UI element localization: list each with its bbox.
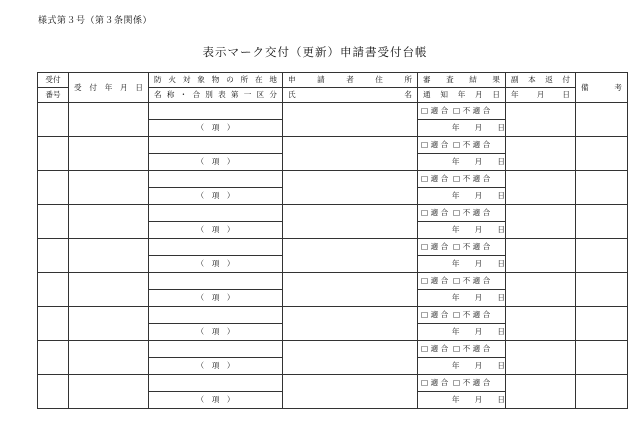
header-location-char: 称 <box>166 90 175 100</box>
header-location-char: 別 <box>205 90 213 100</box>
entry-row-top <box>38 205 628 222</box>
header-copy-return-char: 年 <box>511 90 519 100</box>
ledger-body <box>38 73 628 409</box>
header-receipt-date-char: 受 <box>74 82 82 92</box>
location-cell[interactable] <box>149 137 283 154</box>
header-receipt-no-2 <box>38 88 69 103</box>
header-review-char: 月 <box>475 90 483 100</box>
header-receipt-date-char: 日 <box>135 82 143 92</box>
header-review-char: 年 <box>457 90 466 100</box>
category-cell[interactable] <box>149 358 283 375</box>
header-copy-return-char: 本 <box>528 75 536 85</box>
receipt-no-cell[interactable] <box>38 307 69 341</box>
copy-return-cell[interactable] <box>506 341 576 375</box>
header-location-char: ・ <box>179 90 188 100</box>
header-remarks-char: 備 <box>581 82 589 92</box>
header-review-char: 知 <box>440 90 448 100</box>
header-location-char: 第 <box>230 90 239 100</box>
pass-checkbox[interactable]: □ 適 合 <box>421 106 449 116</box>
date-label: 年 月 日 <box>451 259 505 269</box>
review-result-cell <box>418 375 506 392</box>
receipt-date-cell[interactable] <box>69 375 149 409</box>
header-review-char: 査 <box>446 75 454 85</box>
pass-checkbox[interactable]: □ 適 合 <box>421 242 449 252</box>
notification-date-cell[interactable] <box>418 188 506 205</box>
document-title: 表示マーク交付（更新）申請書受付台帳 <box>202 45 428 59</box>
receipt-no-cell[interactable] <box>38 341 69 375</box>
receipt-no-cell[interactable] <box>38 239 69 273</box>
receipt-date-cell[interactable] <box>69 137 149 171</box>
ledger-table <box>37 72 628 409</box>
header-location-char: 表 <box>218 90 226 100</box>
copy-return-cell[interactable] <box>506 375 576 409</box>
header-review-line2 <box>418 88 506 103</box>
entry-row-top <box>38 375 628 392</box>
applicant-cell[interactable] <box>283 341 418 375</box>
form-number-label: 様式第３号（第３条関係） <box>38 16 153 26</box>
header-row-1 <box>38 73 628 88</box>
header-review-line1 <box>418 73 506 88</box>
date-label: 年 月 日 <box>451 123 505 133</box>
receipt-date-cell[interactable] <box>69 205 149 239</box>
pass-checkbox[interactable]: □ 適 合 <box>421 276 449 286</box>
item-label: （ 項 ） <box>196 123 235 133</box>
date-label: 年 月 日 <box>451 225 505 235</box>
notification-date-cell[interactable] <box>418 222 506 239</box>
category-cell[interactable] <box>149 324 283 341</box>
fail-checkbox[interactable]: □ 不 適 合 <box>453 174 491 184</box>
receipt-date-cell[interactable] <box>69 341 149 375</box>
header-applicant-char: 者 <box>346 75 354 85</box>
receipt-no-cell[interactable] <box>38 103 69 137</box>
location-cell[interactable] <box>149 239 283 256</box>
header-receipt-no <box>38 73 69 88</box>
applicant-cell[interactable] <box>283 171 418 205</box>
date-label: 年 月 日 <box>451 327 505 337</box>
pass-checkbox[interactable]: □ 適 合 <box>421 174 449 184</box>
fail-checkbox[interactable]: □ 不 適 合 <box>453 344 491 354</box>
header-location-char: 象 <box>197 75 205 85</box>
receipt-date-cell[interactable] <box>69 307 149 341</box>
header-copy-return-line1 <box>506 73 576 88</box>
entry-row-top <box>38 137 628 154</box>
receipt-no-cell[interactable] <box>38 205 69 239</box>
header-location-char: 物 <box>211 75 220 85</box>
location-cell[interactable] <box>149 341 283 358</box>
header-receipt-date-char: 月 <box>120 82 128 92</box>
header-review-char: 果 <box>492 75 500 85</box>
item-label: （ 項 ） <box>196 225 235 235</box>
pass-checkbox[interactable]: □ 適 合 <box>421 344 449 354</box>
copy-return-cell[interactable] <box>506 205 576 239</box>
date-label: 年 月 日 <box>451 293 505 303</box>
review-result-cell <box>418 205 506 222</box>
header-location-char: 地 <box>269 75 277 85</box>
notification-date-cell[interactable] <box>418 154 506 171</box>
header-applicant-char: 氏 <box>288 90 296 100</box>
header-remarks <box>576 73 628 103</box>
receipt-no-cell[interactable] <box>38 171 69 205</box>
header-copy-return-char: 副 <box>511 75 519 85</box>
notification-date-cell[interactable] <box>418 358 506 375</box>
fail-checkbox[interactable]: □ 不 適 合 <box>453 276 491 286</box>
category-cell[interactable] <box>149 154 283 171</box>
copy-return-cell[interactable] <box>506 307 576 341</box>
review-result-cell <box>418 341 506 358</box>
fail-checkbox[interactable]: □ 不 適 合 <box>453 242 491 252</box>
notification-date-cell[interactable] <box>418 256 506 273</box>
location-cell[interactable] <box>149 103 283 120</box>
header-copy-return-char: 返 <box>545 75 553 85</box>
category-cell[interactable] <box>149 290 283 307</box>
header-review-char: 日 <box>492 90 500 100</box>
header-applicant-char: 所 <box>404 75 412 85</box>
header-location-char: 在 <box>254 75 263 85</box>
notification-date-cell[interactable] <box>418 120 506 137</box>
header-receipt-date <box>69 73 149 103</box>
review-result-cell <box>418 307 506 324</box>
location-cell[interactable] <box>149 171 283 188</box>
header-review-char: 通 <box>423 90 431 100</box>
entry-row-top <box>38 103 628 120</box>
category-cell[interactable] <box>149 392 283 409</box>
header-location-line1 <box>149 73 283 88</box>
applicant-cell[interactable] <box>283 137 418 171</box>
header-location-char: の <box>226 75 234 85</box>
entry-row-top <box>38 239 628 256</box>
pass-checkbox[interactable]: □ 適 合 <box>421 140 449 150</box>
remarks-cell[interactable] <box>576 205 628 239</box>
header-copy-return-char: 日 <box>562 90 570 100</box>
header-location-char: 区 <box>256 90 265 100</box>
pass-checkbox[interactable]: □ 適 合 <box>421 310 449 320</box>
remarks-cell[interactable] <box>576 239 628 273</box>
copy-return-cell[interactable] <box>506 273 576 307</box>
header-location-char: 対 <box>182 75 191 85</box>
review-result-cell <box>418 137 506 154</box>
remarks-cell[interactable] <box>576 171 628 205</box>
entry-row-top <box>38 171 628 188</box>
copy-return-cell[interactable] <box>506 239 576 273</box>
header-applicant-char: 申 <box>288 75 296 85</box>
header-copy-return-char: 付 <box>562 75 570 85</box>
remarks-cell[interactable] <box>576 273 628 307</box>
header-applicant-char: 住 <box>375 75 383 85</box>
copy-return-cell[interactable] <box>506 171 576 205</box>
header-location-line2 <box>149 88 283 103</box>
header-location-char: 一 <box>243 90 252 100</box>
remarks-cell[interactable] <box>576 341 628 375</box>
header-location-char: 分 <box>269 90 277 100</box>
applicant-cell[interactable] <box>283 239 418 273</box>
fail-checkbox[interactable]: □ 不 適 合 <box>453 378 491 388</box>
header-location-char: 名 <box>154 90 162 100</box>
header-remarks-char: 考 <box>614 82 622 92</box>
item-label: （ 項 ） <box>196 157 235 167</box>
item-label: （ 項 ） <box>196 361 235 371</box>
header-location-char: 火 <box>168 75 177 85</box>
applicant-cell[interactable] <box>283 375 418 409</box>
receipt-no-cell[interactable] <box>38 137 69 171</box>
remarks-cell[interactable] <box>576 307 628 341</box>
header-location-char: 防 <box>154 75 162 85</box>
fail-checkbox[interactable]: □ 不 適 合 <box>453 310 491 320</box>
item-label: （ 項 ） <box>196 293 235 303</box>
location-cell[interactable] <box>149 307 283 324</box>
review-result-cell <box>418 273 506 290</box>
category-cell[interactable] <box>149 120 283 137</box>
category-cell[interactable] <box>149 188 283 205</box>
applicant-cell[interactable] <box>283 273 418 307</box>
fail-checkbox[interactable]: □ 不 適 合 <box>453 106 491 116</box>
item-label: （ 項 ） <box>196 191 235 201</box>
item-label: （ 項 ） <box>196 327 235 337</box>
location-cell[interactable] <box>149 205 283 222</box>
entry-row-top <box>38 307 628 324</box>
copy-return-cell[interactable] <box>506 137 576 171</box>
header-receipt-no-line1: 受付 <box>45 75 61 85</box>
copy-return-cell[interactable] <box>506 103 576 137</box>
notification-date-cell[interactable] <box>418 392 506 409</box>
header-copy-return-line2 <box>506 88 576 103</box>
receipt-date-cell[interactable] <box>69 171 149 205</box>
date-label: 年 月 日 <box>451 395 505 405</box>
item-label: （ 項 ） <box>196 395 235 405</box>
header-location-char: 合 <box>192 90 201 100</box>
item-label: （ 項 ） <box>196 259 235 269</box>
receipt-date-cell[interactable] <box>69 103 149 137</box>
header-receipt-date-char: 付 <box>89 82 97 92</box>
review-result-cell <box>418 103 506 120</box>
date-label: 年 月 日 <box>451 361 505 371</box>
header-review-char: 結 <box>469 75 477 85</box>
header-applicant-char: 名 <box>404 90 412 100</box>
date-label: 年 月 日 <box>451 191 505 201</box>
header-receipt-date-char: 年 <box>104 82 113 92</box>
entry-row-top <box>38 341 628 358</box>
receipt-date-cell[interactable] <box>69 239 149 273</box>
receipt-no-cell[interactable] <box>38 375 69 409</box>
applicant-cell[interactable] <box>283 307 418 341</box>
location-cell[interactable] <box>149 273 283 290</box>
remarks-cell[interactable] <box>576 375 628 409</box>
location-cell[interactable] <box>149 375 283 392</box>
notification-date-cell[interactable] <box>418 324 506 341</box>
review-result-cell <box>418 239 506 256</box>
header-review-char: 審 <box>423 75 431 85</box>
pass-checkbox[interactable]: □ 適 合 <box>421 378 449 388</box>
header-copy-return-char: 月 <box>536 90 545 100</box>
header-applicant-line2 <box>283 88 418 103</box>
category-cell[interactable] <box>149 222 283 239</box>
fail-checkbox[interactable]: □ 不 適 合 <box>453 208 491 218</box>
category-cell[interactable] <box>149 256 283 273</box>
review-result-cell <box>418 171 506 188</box>
fail-checkbox[interactable]: □ 不 適 合 <box>453 140 491 150</box>
remarks-cell[interactable] <box>576 103 628 137</box>
date-label: 年 月 日 <box>451 157 505 167</box>
entry-row-top <box>38 273 628 290</box>
remarks-cell[interactable] <box>576 137 628 171</box>
receipt-no-cell[interactable] <box>38 273 69 307</box>
header-receipt-no-line2: 番号 <box>45 90 61 100</box>
applicant-cell[interactable] <box>283 205 418 239</box>
header-applicant-char: 請 <box>317 75 325 85</box>
pass-checkbox[interactable]: □ 適 合 <box>421 208 449 218</box>
applicant-cell[interactable] <box>283 103 418 137</box>
header-applicant-line1 <box>283 73 418 88</box>
header-location-char: 所 <box>240 75 249 85</box>
receipt-date-cell[interactable] <box>69 273 149 307</box>
notification-date-cell[interactable] <box>418 290 506 307</box>
